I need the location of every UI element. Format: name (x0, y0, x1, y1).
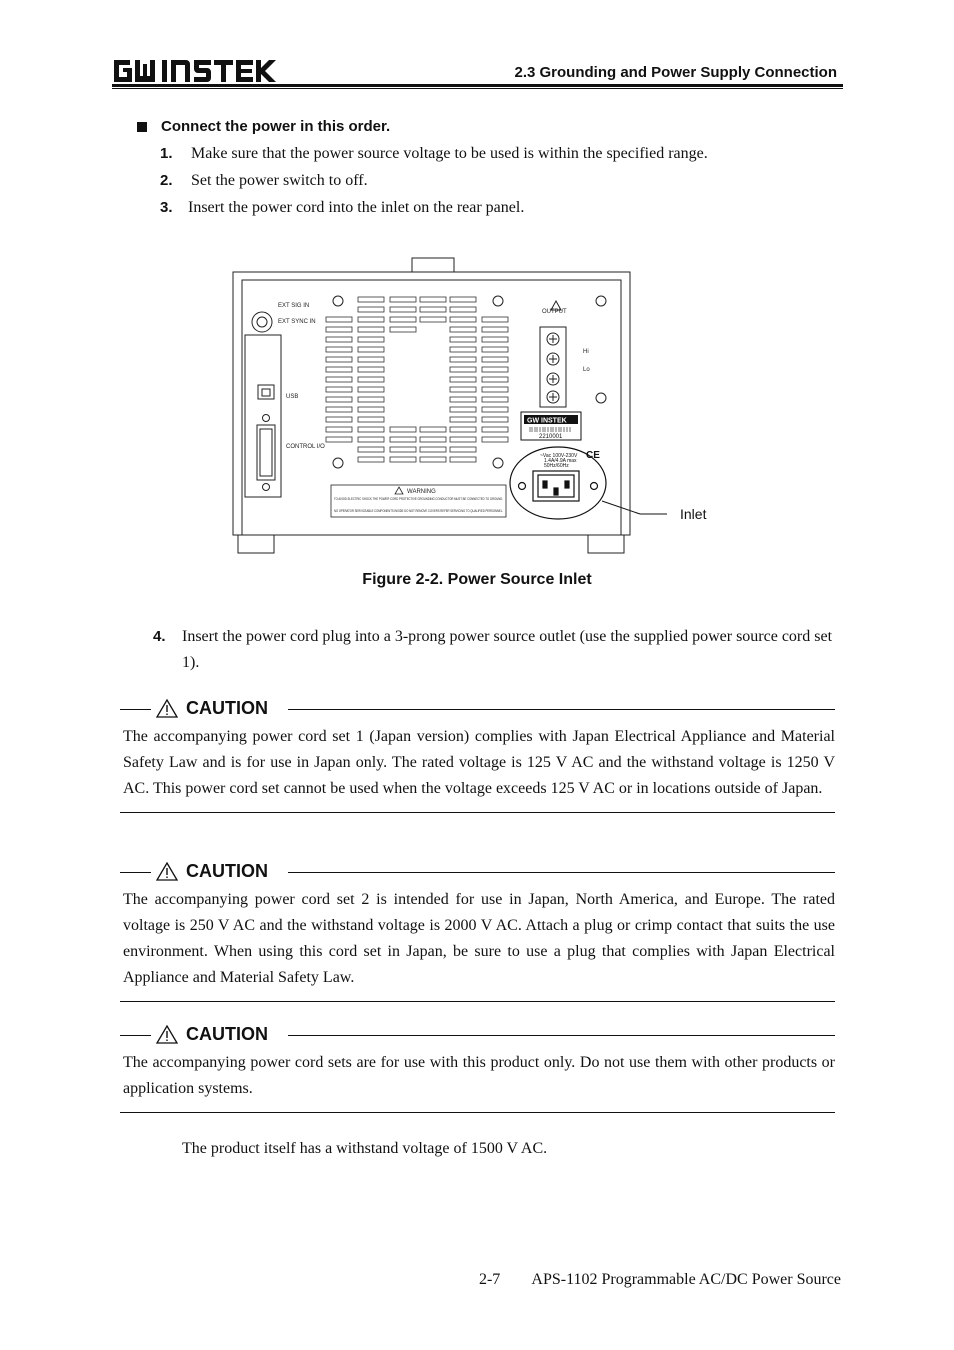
caution-box (120, 1024, 835, 1113)
step-text: Make sure that the power source voltage to be used is within the specified range. (191, 145, 708, 162)
withstand-note: The product itself has a withstand voltage of 1500 V AC. (182, 1140, 548, 1157)
step-text: Insert the power cord into the inlet on the rear panel. (188, 199, 525, 216)
page-footer (479, 1271, 841, 1289)
caution-label: CAUTION (186, 861, 268, 881)
serial-number: 2210001 (539, 434, 563, 440)
ext-sig-in-label: EXT SIG IN (278, 303, 310, 309)
caution-text: The accompanying power cord sets are for use with this product only. Do not use them with other products or application systems. (123, 1054, 835, 1097)
caution-text: The accompanying power cord set 1 (Japan version) complies with Japan Electrical Appliance and Material Safety Law and is for use in Japan only. The rated voltage is 125 V AC and the withstand voltage is 1250 V AC. This power cord set cannot be used when the voltage exceeds 125 V AC or in locations outside of Japan. (123, 728, 835, 797)
rating-line-3: 50Hz/60Hz (544, 463, 569, 469)
warning-triangle-icon (156, 699, 178, 718)
gw-instek-logo (112, 54, 282, 84)
hi-label: Hi (583, 349, 589, 355)
product-name: APS-1102 Programmable AC/DC Power Source (531, 1271, 841, 1288)
caution-box (120, 698, 835, 813)
page-number: 2-7 (478, 1271, 501, 1288)
step-text: Set the power switch to off. (191, 172, 368, 189)
warning-triangle-icon (156, 862, 178, 881)
nameplate-logo: GW INSTEK (527, 417, 567, 425)
step-number: 4. (153, 628, 166, 645)
ce-mark: CE (586, 450, 600, 461)
step-text: Insert the power cord plug into a 3-prong power source outlet (use the supplied power source cord set 1). (182, 628, 833, 671)
ext-sync-in-label: EXT SYNC IN (278, 319, 316, 325)
procedure-heading-text: Connect the power in this order. (161, 118, 391, 135)
warning-triangle-icon (156, 1025, 178, 1044)
step-number: 2. (160, 172, 173, 189)
warning-title: WARNING (407, 489, 436, 495)
header-rule-thin (112, 88, 843, 89)
control-io-label: CONTROL I/O (286, 444, 325, 450)
lo-label: Lo (583, 367, 590, 373)
caution-label: CAUTION (186, 1024, 268, 1044)
step-item (160, 172, 368, 190)
step-item (153, 624, 843, 676)
step-number: 3. (160, 199, 173, 216)
caution-label: CAUTION (186, 698, 268, 718)
caution-box (120, 861, 835, 1002)
step-item (160, 145, 708, 163)
output-label: OUTPUT (542, 309, 567, 315)
section-title: 2.3 Grounding and Power Supply Connection (514, 64, 837, 81)
square-bullet-icon (137, 122, 147, 132)
step-item (160, 199, 524, 217)
rear-panel-figure (230, 255, 720, 560)
usb-label: USB (286, 394, 299, 400)
header-rule (112, 84, 843, 87)
inlet-callout-label: Inlet (680, 506, 707, 522)
warning-text-2: NO OPERATOR SERVICEABLE COMPONENTS INSIDE DO NOT REMOVE COVERS REFER SERVICING TO QUALIFIED PERSONNEL. (334, 508, 503, 513)
figure-caption: Figure 2-2. Power Source Inlet (362, 571, 592, 588)
caution-text: The accompanying power cord set 2 is intended for use in Japan, North America, and Europe. The rated voltage is 250 V AC and the withstand voltage is 2000 V AC. Attach a plug or crimp contact that suits the use environment. When using this cord set in Japan, be sure to use a plug that complies with Japan Electrical Appliance and Material Safety Law. (123, 891, 835, 986)
rating-line-2: 1.4A/4.9A max (544, 458, 577, 464)
procedure-heading (137, 118, 390, 135)
step-number: 1. (160, 145, 173, 162)
warning-text-1: TO AVOID ELECTRIC SHOCK THE POWER CORD PROTECTIVE GROUNDING CONDUCTOR MUST BE CONNECTED TO GROUND. (334, 496, 503, 501)
rating-line-1: ~Vac 100V-230V (540, 453, 578, 459)
